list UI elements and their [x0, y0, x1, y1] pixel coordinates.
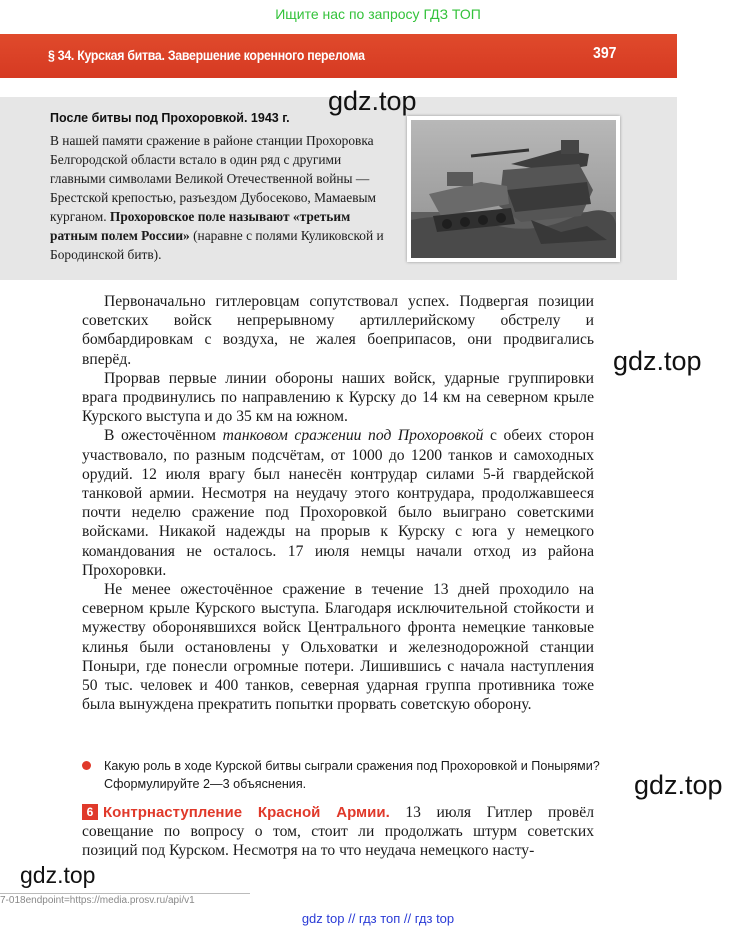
section-number-badge: 6 — [82, 804, 98, 820]
section-text: 13 июля Гитлер провёл совещание по вопросу о том, стоит ли продолжать штурм советских позиций под Курском. Несмотря на то что неудача немецкого насту- — [82, 804, 594, 860]
paragraph: Прорвав первые линии обороны наших войск, ударные группировки врага продвинулись по направлению к Курску до 14 км на северном крыле Курского выступа и до 35 км на южном. — [82, 369, 594, 426]
caption-text-end: (наравне с полями Куликовской и Бородинской битв). — [50, 228, 384, 262]
top-search-hint[interactable]: Ищите нас по запросу ГДЗ ТОП — [275, 6, 481, 22]
caption-text-bold: Прохоровское поле называют «третьим ратным полем России» — [50, 209, 351, 243]
paragraph-text: с обеих сторон участвовало, по разным подсчётам, от 1000 до 1200 танков и самоходных орудий. 12 июля врагу был нанесён контрудар силами 5-й гвардейской танковой армии. Несмотря на неудачу этого контрудара, продолжавшееся почти неделю сражение под Прохоровкой было выиграно советскими войсками. Никакой надежды на прорыв к Курску с юга у немецкого командования не осталось. 17 июля немцы начали отход из района Прохоровки. — [82, 427, 594, 579]
footer-links[interactable]: gdz top // гдз топ // гдз top — [301, 911, 455, 926]
main-text — [82, 292, 594, 714]
paragraph-text: В ожесточённом — [104, 427, 223, 445]
watermark: gdz.top — [328, 86, 417, 116]
chapter-title: § 34. Курская битва. Завершение коренного перелома — [48, 47, 365, 63]
url-divider — [0, 893, 250, 894]
paragraph — [82, 426, 594, 580]
source-url: 7-018endpoint=https://media.prosv.ru/api/v1 — [0, 895, 195, 906]
watermark: gdz.top — [634, 770, 723, 800]
photo-caption-text — [50, 131, 395, 264]
section-6 — [82, 803, 594, 861]
paragraph: Не менее ожесточённое сражение в течение 13 дней проходило на северном крыле Курского выступа. Благодаря исключительной стойкости и мужеству оборонявшихся войск Центрального фронта немецкие танковые клинья были остановлены у Ольховатки и железнодорожной станции Поныри, где понесли огромные потери. Лишившись с начала наступления 50 тыс. человек и 400 танков, северная ударная группа противника тоже была вынуждена прекратить попытки прорвать советскую оборону. — [82, 581, 594, 714]
section-heading: Контрнаступление Красной Армии. — [103, 804, 390, 821]
caption-text-plain: В нашей памяти сражение в районе станции Прохоровка Белгородской области встало в один ряд с другими главными символами Великой Отечественной войны — Брестской крепостью, разъездом Дубосеково, Мамаевым курганом. — [50, 133, 376, 224]
watermark: gdz.top — [20, 862, 96, 888]
question-bullet-icon — [82, 761, 91, 770]
paragraph-italic-term: танковом сражении под Прохоровкой — [222, 427, 484, 445]
tank-photo — [407, 116, 620, 262]
review-question: Какую роль в ходе Курской битвы сыграли сражения под Прохоровкой и Понырями? Сформулируйте 2—3 объяснения. — [104, 759, 600, 791]
watermark: gdz.top — [613, 346, 702, 376]
tank-photo-image — [411, 120, 616, 258]
page-number: 397 — [593, 45, 617, 62]
paragraph: Первоначально гитлеровцам сопутствовал успех. Подвергая позиции советских войск непрерывному артиллерийскому обстрелу и бомбардировкам с воздуха, не жалея боеприпасов, они продвигались вперёд. — [82, 293, 594, 368]
photo-caption-title: После битвы под Прохоровкой. 1943 г. — [50, 111, 290, 125]
